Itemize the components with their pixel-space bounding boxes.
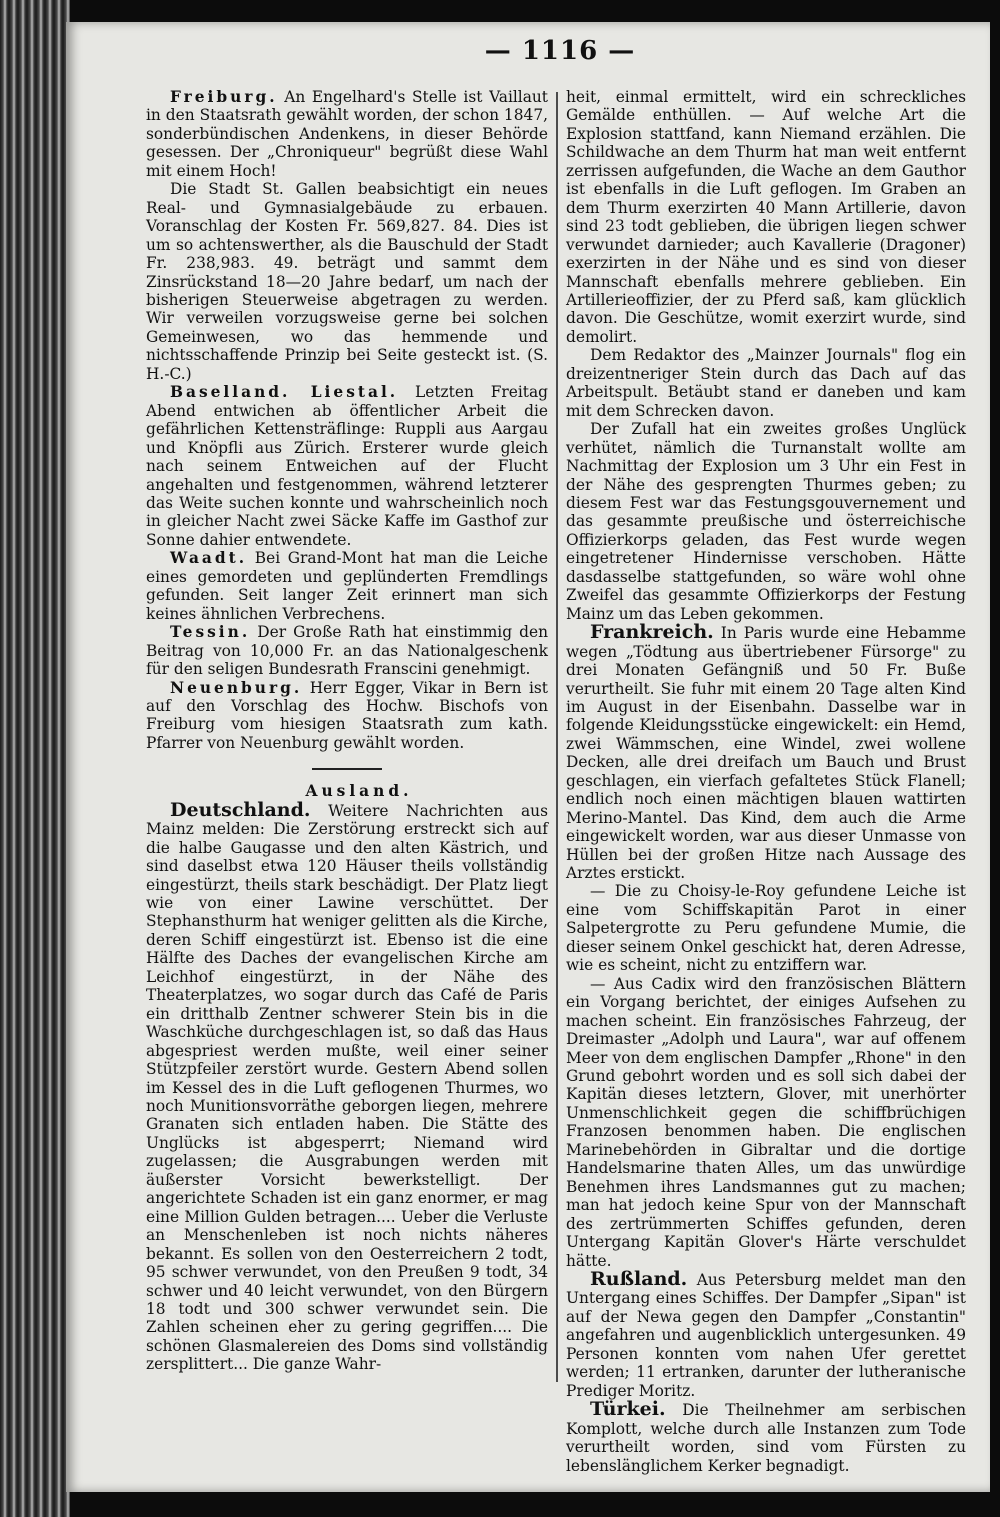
article-text: Der Große Rath hat einstimmig den Beitrag von 10,000 Fr. an das Nationalgeschenk für den seligen Bundesrath Franscini genehmigt. xyxy=(146,623,548,679)
article-turnanstalt: Der Zufall hat ein zweites großes Unglück verhütet, nämlich die Turnanstalt wollte am Nachmittag der Explosion um 3 Uhr ein Fest in der Nähe des gesprengten Thurmes geben; zu diesem Fest war das Festungsgouvernement und das gesammte preußische und österreichische Offizierkorps geladen, das Fest wurde wegen eingetretener Hindernisse verschoben. Hätte dasdasselbe stattgefunden, so wäre wohl ohne Zweifel das gesammte Offizierkorps der Festung Mainz um das Leben gekommen. xyxy=(566,420,966,623)
article-text: Aus Petersburg meldet man den Untergang eines Schiffes. Der Dampfer „Sipan" ist auf der Newa gegen den Dampfer „Constantin" angefahren und augenblicklich untergesunken. 49 Personen konnten vom nahen Ufer gerettet werden; 11 ertranken, darunter der lutheranische Prediger Moritz. xyxy=(566,1271,966,1400)
article-text: Die Theilnehmer am serbischen Komplott, welche durch alle Instanzen zum Tode verurtheilt worden, sind vom Fürsten zu lebenslänglichem Kerker begnadigt. xyxy=(566,1401,966,1475)
article-tuerkei xyxy=(566,1400,966,1475)
article-continuation: heit, einmal ermittelt, wird ein schreckliches Gemälde enthüllen. — Auf welche Art die Explosion stattfand, kann Niemand erzählen. Die Schildwache an dem Thurm hat man weit entfernt zerrissen aufgefunden, die Wache an dem Gauthor ist ebenfalls in die Luft geflogen. Im Graben an dem Thurm exerzirten 40 Mann Artillerie, davon sind 23 todt geblieben, die übrigen liegen schwer verwundet darnieder; auch Kavallerie (Dragoner) exerzirten in der Nähe und es sind von dieser Mannschaft ebenfalls mehrere geblieben. Ein Artillerieoffizier, der zu Pferd saß, kam glücklich davon. Die Geschütze, womit exerzirt wurde, sind demolirt. xyxy=(566,88,966,346)
article-st-gallen: Die Stadt St. Gallen beabsichtigt ein neues Real- und Gymnasialgebäude zu erbauen. Voranschlag der Kosten Fr. 569,827. 84. Dies ist um so achtenswerther, als die Bauschuld der Stadt Fr. 238,983. 49. beträgt und sammt dem Zinsrückstand 18—20 Jahre bedarf, um nach der bisherigen Steuerweise abgetragen zu werden. Wir verweilen vorzugsweise gerne bei solchen Gemeinwesen, wo das hemmende und nichtsschaffende Prinzip bei Seite gesteckt ist. (S. H.-C.) xyxy=(146,180,548,383)
article-tessin xyxy=(146,623,548,678)
article-waadt xyxy=(146,549,548,623)
page-number: — 1116 — xyxy=(484,36,636,66)
place-heading: Waadt. xyxy=(170,549,248,568)
article-text: Letzten Freitag Abend entwichen ab öffentlicher Arbeit die gefährlichen Kettensträflinge: Ruppli aus Aargau und Knöpfli aus Zürich. Ersterer wurde gleich nach seinem Entweichen auf der Flucht angehalten und festgenommen, während letzterer das Weite suchen konnte und wahrscheinlich noch in gleicher Nacht zwei Säcke Kaffe im Gasthof zur Sonne dahier entwendete. xyxy=(146,383,548,549)
article-choisy: — Die zu Choisy-le-Roy gefundene Leiche ist eine vom Schiffskapitän Parot in einer Salpetergrotte zu Peru gefundene Mumie, die dieser seinem Onkel geschickt hat, deren Adresse, wie es scheint, nicht zu entziffern war. xyxy=(566,882,966,975)
left-column xyxy=(146,88,548,1374)
section-separator xyxy=(312,768,382,770)
article-freiburg xyxy=(146,88,548,180)
article-cadix: — Aus Cadix wird den französischen Blättern ein Vorgang berichtet, der einiges Aufsehen zu machen scheint. Ein französisches Fahrzeug, der Dreimaster „Adolph und Laura", war auf offenem Meer von dem englischen Dampfer „Rhone" in den Grund gebohrt worden und es soll sich dabei der Kapitän dieses letztern, Glover, mit unerhörter Unmenschlichkeit gegen die schiffbrüchigen Franzosen benommen haben. Die englischen Marinebehörden in Gibraltar und die dortige Handelsmarine thaten Alles, um das unwürdige Benehmen ihres Landsmannes gut zu machen; man hat jedoch keine Spur von der Mannschaft des zertrümmerten Schiffes gefunden, deren Untergang Kapitän Glover's Härte verschuldet hätte. xyxy=(566,974,966,1270)
article-russland xyxy=(566,1270,966,1400)
book-binding-edge xyxy=(0,0,70,1517)
place-heading: Baselland. Liestal. xyxy=(170,383,399,402)
place-heading: Neuenburg. xyxy=(170,678,303,697)
article-text: In Paris wurde eine Hebamme wegen „Tödtung aus übertriebener Fürsorge" zu drei Monaten Gefängniß und 50 Fr. Buße verurtheilt. Sie fuhr mit einem 20 Tage alten Kind im August in der Eisenbahn. Dasselbe war in folgende Kleidungsstücke eingewickelt: ein Hemd, zwei Wämmschen, eine Windel, zwei wollene Decken, alle drei dreifach um Bauch und Brust geschlagen, ein vierfach gefaltetes Stück Flanell; endlich noch einen mächtigen blauen wattirten Merino-Mantel. Das Kind, dem auch die Arme eingewickelt worden, war aus dieser Unmasse von Hüllen bei der großen Hitze nach Aussage des Arztes erstickt. xyxy=(566,624,966,883)
article-text: Herr Egger, Vikar in Bern ist auf den Vorschlag des Hochw. Bischofs von Freiburg vom hiesigen Staatsrath zum kath. Pfarrer von Neuenburg gewählt worden. xyxy=(146,678,548,752)
article-text: An Engelhard's Stelle ist Vaillaut in den Staatsrath gewählt worden, der schon 1847, sonderbündischen Andenkens, in dieser Behörde gesessen. Der „Chroniqueur" begrüßt diese Wahl mit einem Hoch! xyxy=(146,88,548,180)
article-frankreich xyxy=(566,623,966,882)
article-mainzer-journal: Dem Redaktor des „Mainzer Journals" flog ein dreizentneriger Stein durch das Dach auf das Arbeitspult. Betäubt stand er daneben und kam mit dem Schrecken davon. xyxy=(566,346,966,420)
right-column xyxy=(566,88,966,1475)
article-baselland xyxy=(146,383,548,549)
column-divider xyxy=(556,92,558,1382)
country-heading: Türkei. xyxy=(590,1398,666,1421)
country-heading: Frankreich. xyxy=(590,621,714,644)
country-heading: Deutschland. xyxy=(170,798,311,821)
article-text: Bei Grand-Mont hat man die Leiche eines gemordeten und geplünderten Fremdlings gefunden. Seit langer Zeit erinnert man sich keines ähnlichen Verbrechens. xyxy=(146,549,548,623)
article-text: Weitere Nachrichten aus Mainz melden: Die Zerstörung erstreckt sich auf die halbe Gaugasse und den alten Kästrich, und sind daselbst etwa 120 Häuser theils vollständig eingestürzt, theils stark beschädigt. Der Platz liegt wie von einer Lawine verschüttet. Der Stephansthurm hat weniger gelitten als die Kirche, deren Schiff eingestürzt ist. Ebenso ist die eine Hälfte des Daches der evangelischen Kirche am Leichhof eingestürzt, in der Nähe des Theaterplatzes, wo sogar durch das Café de Paris ein dritthalb Zentner schwerer Stein bis in die Waschküche durchgeschlagen ist, so daß das Haus abgespriest werden mußte, weil einer seiner Stützpfeiler zerstört wurde. Gestern Abend sollen im Kessel des in die Luft geflogenen Thurmes, wo noch Munitionsvorräthe geborgen liegen, mehrere Granaten sich entladen haben. Die Stätte des Unglücks ist abgesperrt; Niemand wird zugelassen; die Ausgrabungen werden mit äußerster Vorsicht bewerkstelligt. Der angerichtete Schaden ist ein ganz enormer, er mag eine Million Gulden betragen.... Ueber die Verluste an Menschenleben ist noch nichts näheres bekannt. Es sollen von den Oesterreichern 2 todt, 95 schwer verwundet, von den Preußen 9 todt, 34 schwer und 40 leicht verwundet, von den Bürgern 18 todt und 300 schwer verwundet sein. Die Zahlen scheinen eher zu gering gegriffen.... Die schönen Glasmalereien des Doms sind vollständig zersplittert... Die ganze Wahr- xyxy=(146,801,548,1374)
article-neuenburg xyxy=(146,679,548,753)
section-heading-ausland: Ausland. xyxy=(305,782,413,801)
article-deutschland xyxy=(146,798,548,1374)
country-heading: Rußland. xyxy=(590,1268,688,1290)
place-heading: Freiburg. xyxy=(170,88,278,106)
place-heading: Tessin. xyxy=(170,623,251,642)
